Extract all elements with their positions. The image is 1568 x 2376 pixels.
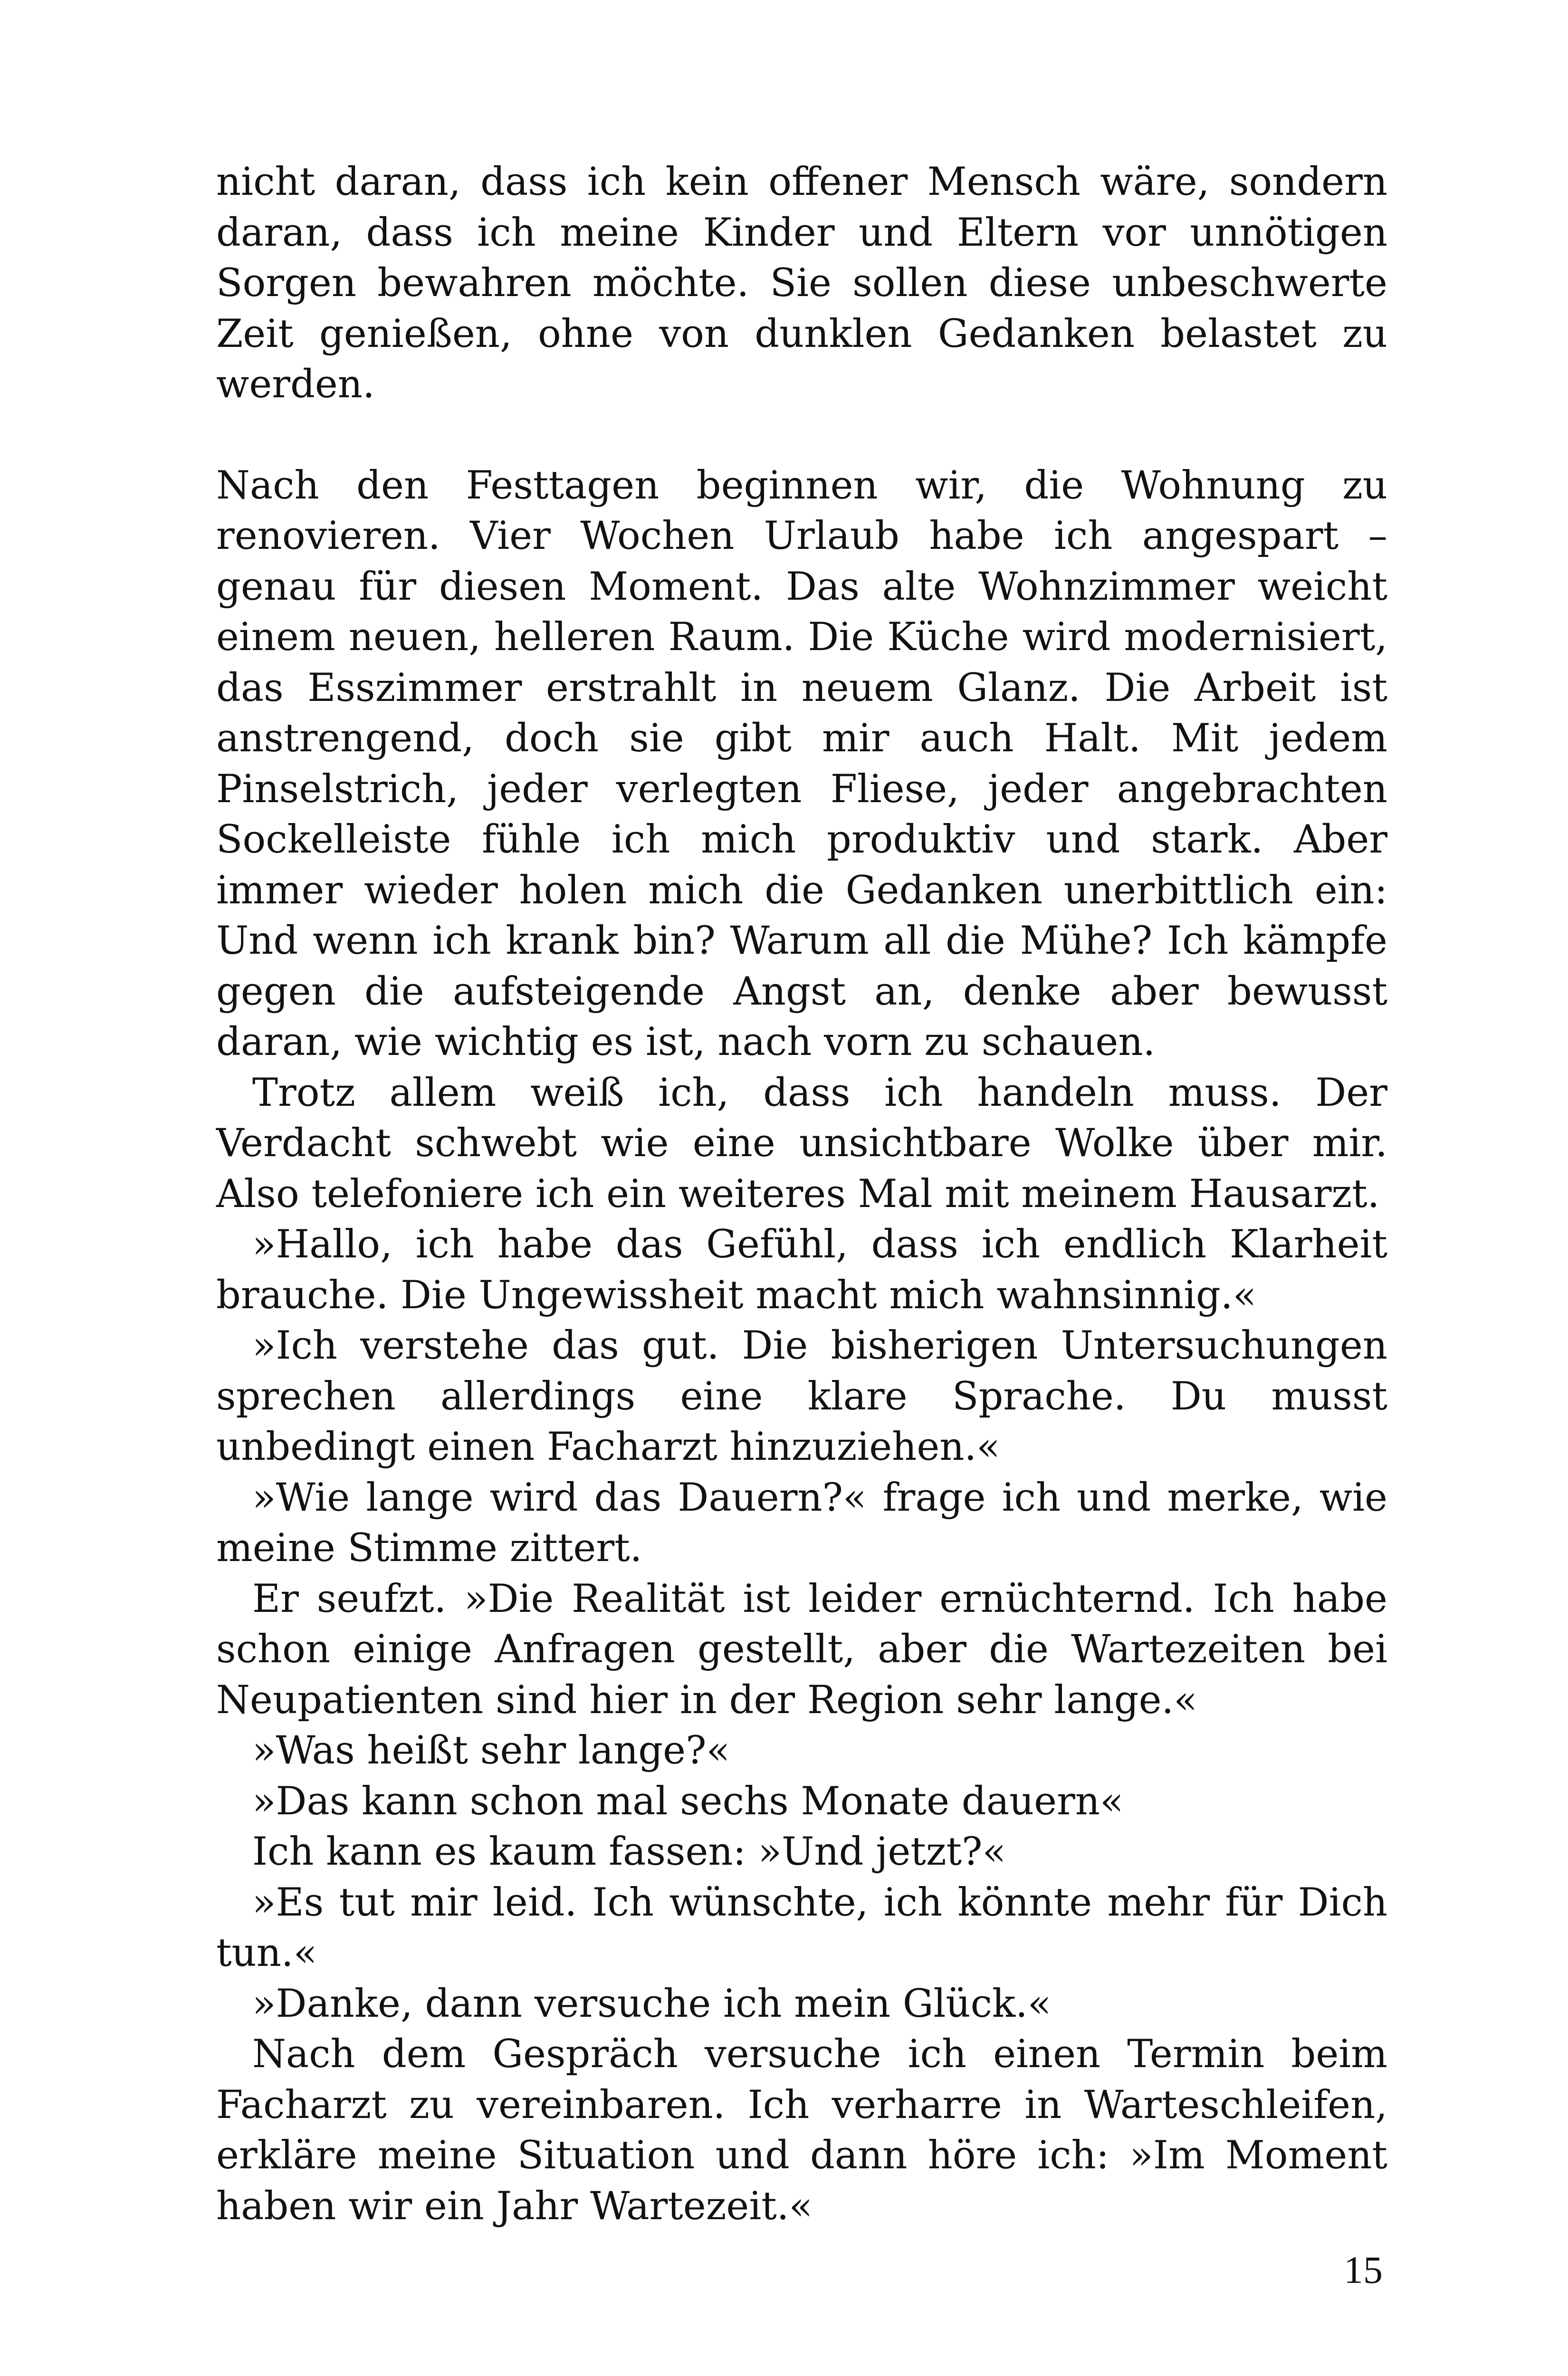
page-number: 15 [1344,2248,1383,2291]
dialogue-line: »Es tut mir leid. Ich wünschte, ich könnte mehr für Dich tun.« [216,1880,1387,1975]
dialogue-line: »Danke, dann versuche ich mein Glück.« [252,1981,1052,2026]
dialogue-line: »Hallo, ich habe das Gefühl, dass ich endlich Klarheit brauche. Die Ungewissheit macht mich wahnsinnig.« [216,1222,1387,1318]
paragraph-specialist-call: Nach dem Gespräch versuche ich einen Termin beim Facharzt zu vereinbaren. Ich verharre in Warteschleifen, erkläre meine Situation und dann höre ich: »Im Moment haben wir ein Jahr Wartezeit.« [216,2032,1387,2229]
dialogue-line: Ich kann es kaum fassen: »Und jetzt?« [252,1830,1006,1874]
dialogue-line: »Wie lange wird das Dauern?« frage ich und merke, wie meine Stimme zittert. [216,1475,1387,1571]
paragraph-renovation: Nach den Festtagen beginnen wir, die Wohnung zu renovieren. Vier Wochen Urlaub habe ich angespart – genau für diesen Moment. Das alte Wohnzimmer weicht einem neuen, helleren Raum. Die Küche wird modernisiert, das Esszimmer erstrahlt in neuem Glanz. Die Arbeit ist anstrengend, doch sie gibt mir auch Halt. Mit jedem Pinselstrich, jeder verlegten Fliese, jeder angebrachten Sockelleiste fühle ich mich produktiv und stark. Aber immer wieder holen mich die Gedanken unerbittlich ein: Und wenn ich krank bin? Warum all die Mühe? Ich kämpfe gegen die aufsteigende Angst an, denke aber bewusst daran, wie wichtig es ist, nach vorn zu schauen. [216,463,1387,1064]
paragraph-continuation: nicht daran, dass ich kein offener Mensch wäre, sondern daran, dass ich meine Kinder und Eltern vor unnötigen Sorgen bewahren möchte. Sie sollen diese unbeschwerte Zeit genießen, ohne von dunklen Gedanken belastet zu werden. [216,160,1387,407]
paragraph-decision: Trotz allem weiß ich, dass ich handeln muss. Der Verdacht schwebt wie eine unsichtbare Wolke über mir. Also telefoniere ich ein weiteres Mal mit meinem Hausarzt. [216,1070,1387,1217]
dialogue-line: Er seufzt. »Die Realität ist leider ernüchternd. Ich habe schon einige Anfragen gestellt, aber die Wartezeiten bei Neupatienten sind hier in der Region sehr lange.« [216,1576,1387,1723]
dialogue-line: »Was heißt sehr lange?« [252,1728,730,1773]
dialogue-line: »Das kann schon mal sechs Monate dauern« [252,1779,1124,1824]
body-text [216,157,1387,2232]
dialogue-line: »Ich verstehe das gut. Die bisherigen Untersuchungen sprechen allerdings eine klare Sprache. Du musst unbedingt einen Facharzt hinzuziehen.« [216,1323,1387,1469]
